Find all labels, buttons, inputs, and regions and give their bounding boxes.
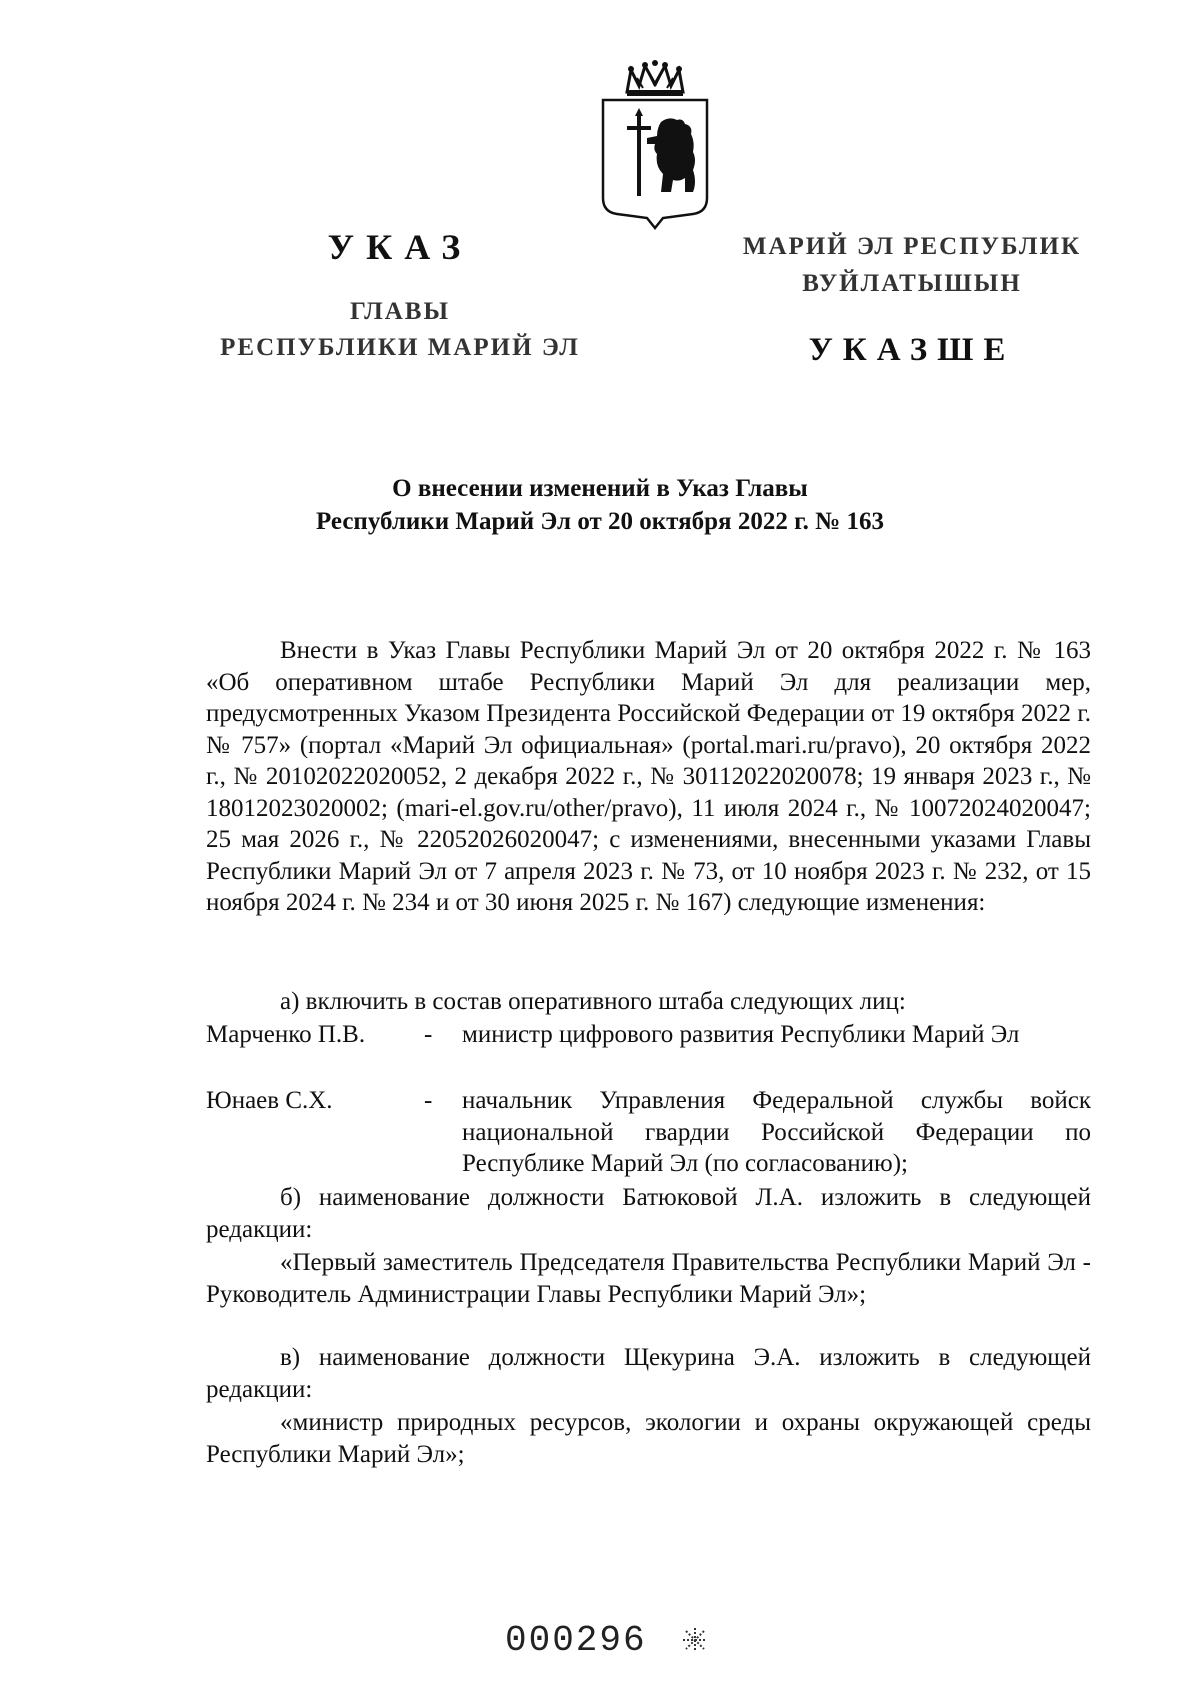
header-right-title: УКАЗШЕ bbox=[808, 332, 1016, 368]
person-position: министр цифрового развития Республики Марий Эл bbox=[462, 1021, 1020, 1048]
quote-v: «министр природных ресурсов, экологии и охраны окружающей среды Республики Марий Эл»; bbox=[206, 1409, 1091, 1468]
header-left-subtitle-1: ГЛАВЫ bbox=[349, 298, 451, 325]
serial-number: 000296 bbox=[505, 1620, 647, 1661]
item-b: б) наименование должности Батюковой Л.А. изложить в следующей редакции: bbox=[206, 1184, 1091, 1243]
quote-b: «Первый заместитель Председателя Правительства Республики Марий Эл - Руководитель Администрации Главы Республики Марий Эл»; bbox=[206, 1249, 1091, 1308]
person-name: Марченко П.В. bbox=[206, 1021, 366, 1048]
header-right-line-1: МАРИЙ ЭЛ РЕСПУБЛИК bbox=[742, 233, 1082, 260]
person-name: Юнаев С.Х. bbox=[206, 1087, 333, 1114]
document-title-line-1: О внесении изменений в Указ Главы bbox=[392, 475, 808, 502]
person-dash: - bbox=[424, 1021, 433, 1048]
item-a: а) включить в состав оперативного штаба следующих лиц: bbox=[280, 988, 906, 1015]
asterisk-mark-icon bbox=[681, 1626, 709, 1654]
intro-paragraph: Внести в Указ Главы Республики Марий Эл от 20 октября 2022 г. № 163 «Об оперативном штабе Республики Марий Эл для реализации мер, предусмотренных Указом Президента Российской Федерации от 19 октября 2022 г. № 757» (портал «Марий Эл официальная» (portal.mari.ru/pravo), 20 октября 2022 г., № 20102022020052, 2 декабря 2022 г., № 30112022020078; 19 января 2023 г., № 18012023020002; (mari-el.gov.ru/other/pravo), 11 июля 2024 г., № 10072024020047; 25 мая 2026 г., № 22052026020047; с изменениями, внесенными указами Главы Республики Марий Эл от 7 апреля 2023 г. № 73, от 10 ноября 2023 г. № 232, от 15 ноября 2024 г. № 234 и от 30 июня 2025 г. № 167) следующие изменения: bbox=[206, 637, 1091, 916]
header-left-subtitle-2: РЕСПУБЛИКИ МАРИЙ ЭЛ bbox=[220, 334, 580, 361]
person-dash: - bbox=[424, 1087, 433, 1114]
coat-of-arms-emblem bbox=[597, 60, 713, 230]
item-v: в) наименование должности Щекурина Э.А. изложить в следующей редакции: bbox=[206, 1344, 1091, 1403]
coat-of-arms-icon bbox=[597, 60, 713, 230]
header-left-title: УКАЗ bbox=[327, 227, 473, 267]
document-title-line-2: Республики Марий Эл от 20 октября 2022 г. № 163 bbox=[315, 508, 884, 535]
person-position: начальник Управления Федеральной службы войск национальной гвардии Российской Федерации по Республике Марий Эл (по согласованию); bbox=[462, 1087, 1091, 1177]
header-right-line-2: ВУЙЛАТЫШЫН bbox=[802, 270, 1022, 297]
